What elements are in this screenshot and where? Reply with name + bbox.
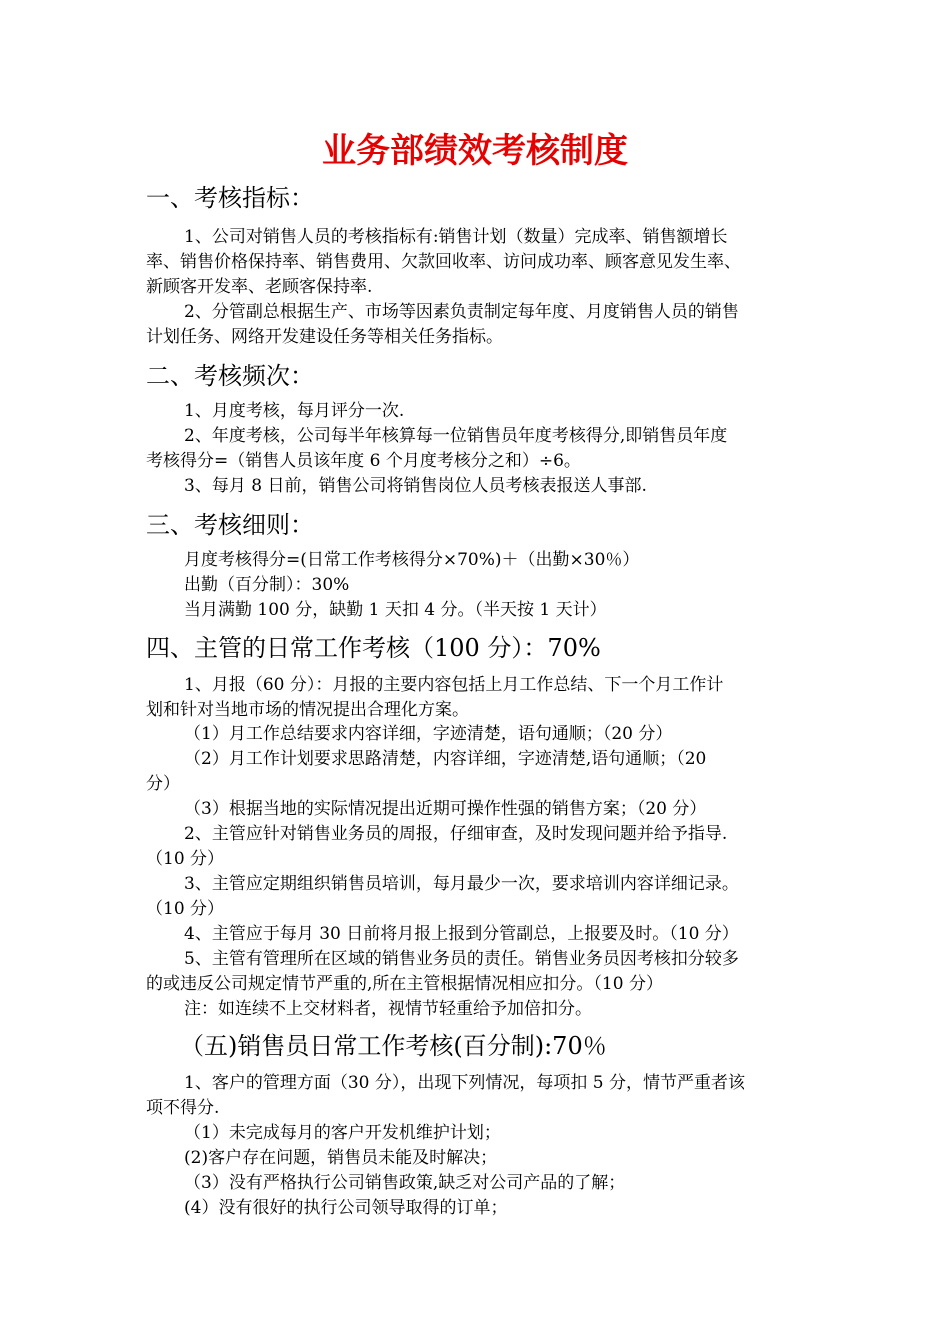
paragraph-line: 考核得分=（销售人员该年度 6 个月度考核分之和）÷6。	[146, 451, 581, 471]
paragraph-line: 1、公司对销售人员的考核指标有:销售计划（数量）完成率、销售额增长	[184, 227, 728, 247]
paragraph-line: 划和针对当地市场的情况提出合理化方案。	[146, 700, 469, 720]
section-heading-5: （五)销售员日常工作考核(百分制):70％	[180, 1032, 607, 1060]
paragraph-line: 5、主管有管理所在区域的销售业务员的责任。销售业务员因考核扣分较多	[184, 949, 739, 969]
paragraph-line: （3）根据当地的实际情况提出近期可操作性强的销售方案；（20 分）	[184, 799, 707, 819]
paragraph-line: 3、主管应定期组织销售员培训，每月最少一次，要求培训内容详细记录。	[184, 874, 739, 894]
paragraph-line: (4）没有很好的执行公司领导取得的订单；	[184, 1198, 508, 1218]
paragraph-line: 2、主管应针对销售业务员的周报，仔细审查，及时发现问题并给予指导.	[184, 824, 728, 844]
paragraph-line: 1、月报（60 分）：月报的主要内容包括上月工作总结、下一个月工作计	[184, 675, 724, 695]
paragraph-line: （10 分）	[146, 899, 225, 919]
paragraph-line: (2)客户存在问题，销售员未能及时解决；	[184, 1148, 498, 1168]
paragraph-line: 2、年度考核，公司每半年核算每一位销售员年度考核得分,即销售员年度	[184, 426, 728, 446]
note-line: 注：如连续不上交材料者，视情节轻重给予加倍扣分。	[184, 999, 592, 1019]
paragraph-line: 率、销售价格保持率、销售费用、欠款回收率、访问成功率、顾客意见发生率、	[146, 252, 741, 272]
paragraph-line: （10 分）	[146, 849, 225, 869]
paragraph-line: 1、客户的管理方面（30 分），出现下列情况，每项扣 5 分，情节严重者该	[184, 1073, 745, 1093]
paragraph-line: 分）	[146, 774, 180, 794]
paragraph-line: （2）月工作计划要求思路清楚，内容详细，字迹清楚,语句通顺；（20	[184, 749, 707, 769]
paragraph-line: 项不得分.	[146, 1098, 220, 1118]
paragraph-line: 1、月度考核，每月评分一次.	[184, 401, 405, 421]
paragraph-line: （1）月工作总结要求内容详细，字迹清楚，语句通顺；（20 分）	[184, 724, 673, 744]
section-heading-3: 三、考核细则：	[146, 511, 314, 539]
section-heading-1: 一、考核指标：	[146, 184, 314, 212]
paragraph-line: 4、主管应于每月 30 日前将月报上报到分管副总，上报要及时。（10 分）	[184, 924, 739, 944]
paragraph-line: 月度考核得分=(日常工作考核得分×70%)＋（出勤×30％）	[184, 550, 640, 570]
section-heading-2: 二、考核频次：	[146, 362, 314, 390]
paragraph-line: （3）没有严格执行公司销售政策,缺乏对公司产品的了解；	[184, 1173, 626, 1193]
section-heading-4: 四、主管的日常工作考核（100 分）：70%	[146, 634, 601, 662]
paragraph-line: （1）未完成每月的客户开发机维护计划；	[184, 1123, 501, 1143]
paragraph-line: 出勤（百分制）：30%	[184, 575, 350, 595]
paragraph-line: 的或违反公司规定情节严重的,所在主管根据情况相应扣分。（10 分）	[146, 974, 663, 994]
document-title: 业务部绩效考核制度	[322, 131, 628, 171]
paragraph-line: 新顾客开发率、老顾客保持率.	[146, 277, 373, 297]
paragraph-line: 3、每月 8 日前，销售公司将销售岗位人员考核表报送人事部.	[184, 476, 647, 496]
paragraph-line: 计划任务、网络开发建设任务等相关任务指标。	[146, 327, 503, 347]
paragraph-line: 2、分管副总根据生产、市场等因素负责制定每年度、月度销售人员的销售	[184, 302, 739, 322]
paragraph-line: 当月满勤 100 分，缺勤 1 天扣 4 分。（半天按 1 天计）	[184, 600, 607, 620]
